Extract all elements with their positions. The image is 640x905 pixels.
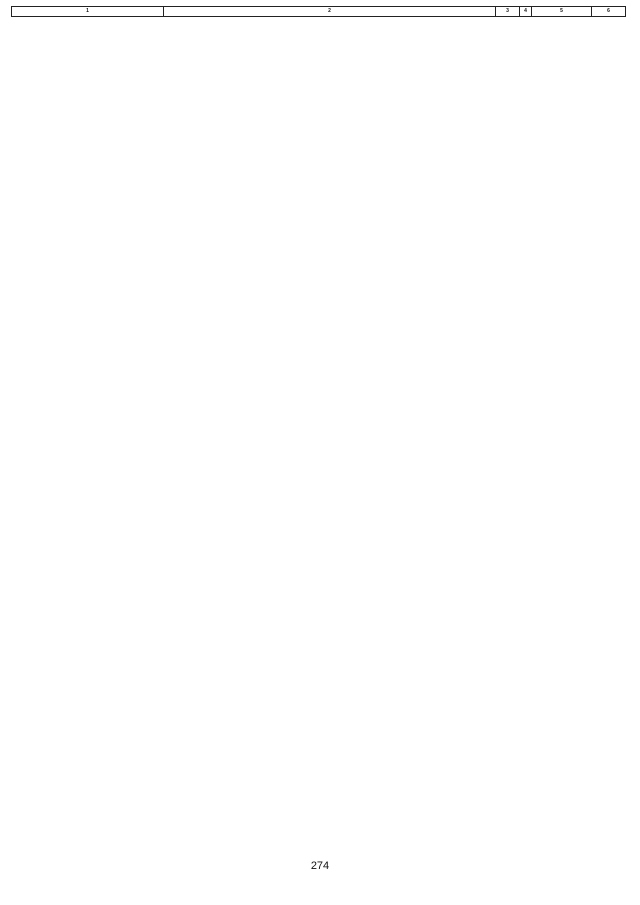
column-header-5: 5 [532,7,592,17]
column-header-4: 4 [520,7,532,17]
register-sheet [11,6,625,17]
page-number: 274 [310,860,330,872]
column-header-3: 3 [496,7,520,17]
table-header-row [12,7,626,17]
column-header-2: 2 [164,7,496,17]
register-table [11,6,626,17]
column-header-1: 1 [12,7,164,17]
column-header-6: 6 [592,7,626,17]
